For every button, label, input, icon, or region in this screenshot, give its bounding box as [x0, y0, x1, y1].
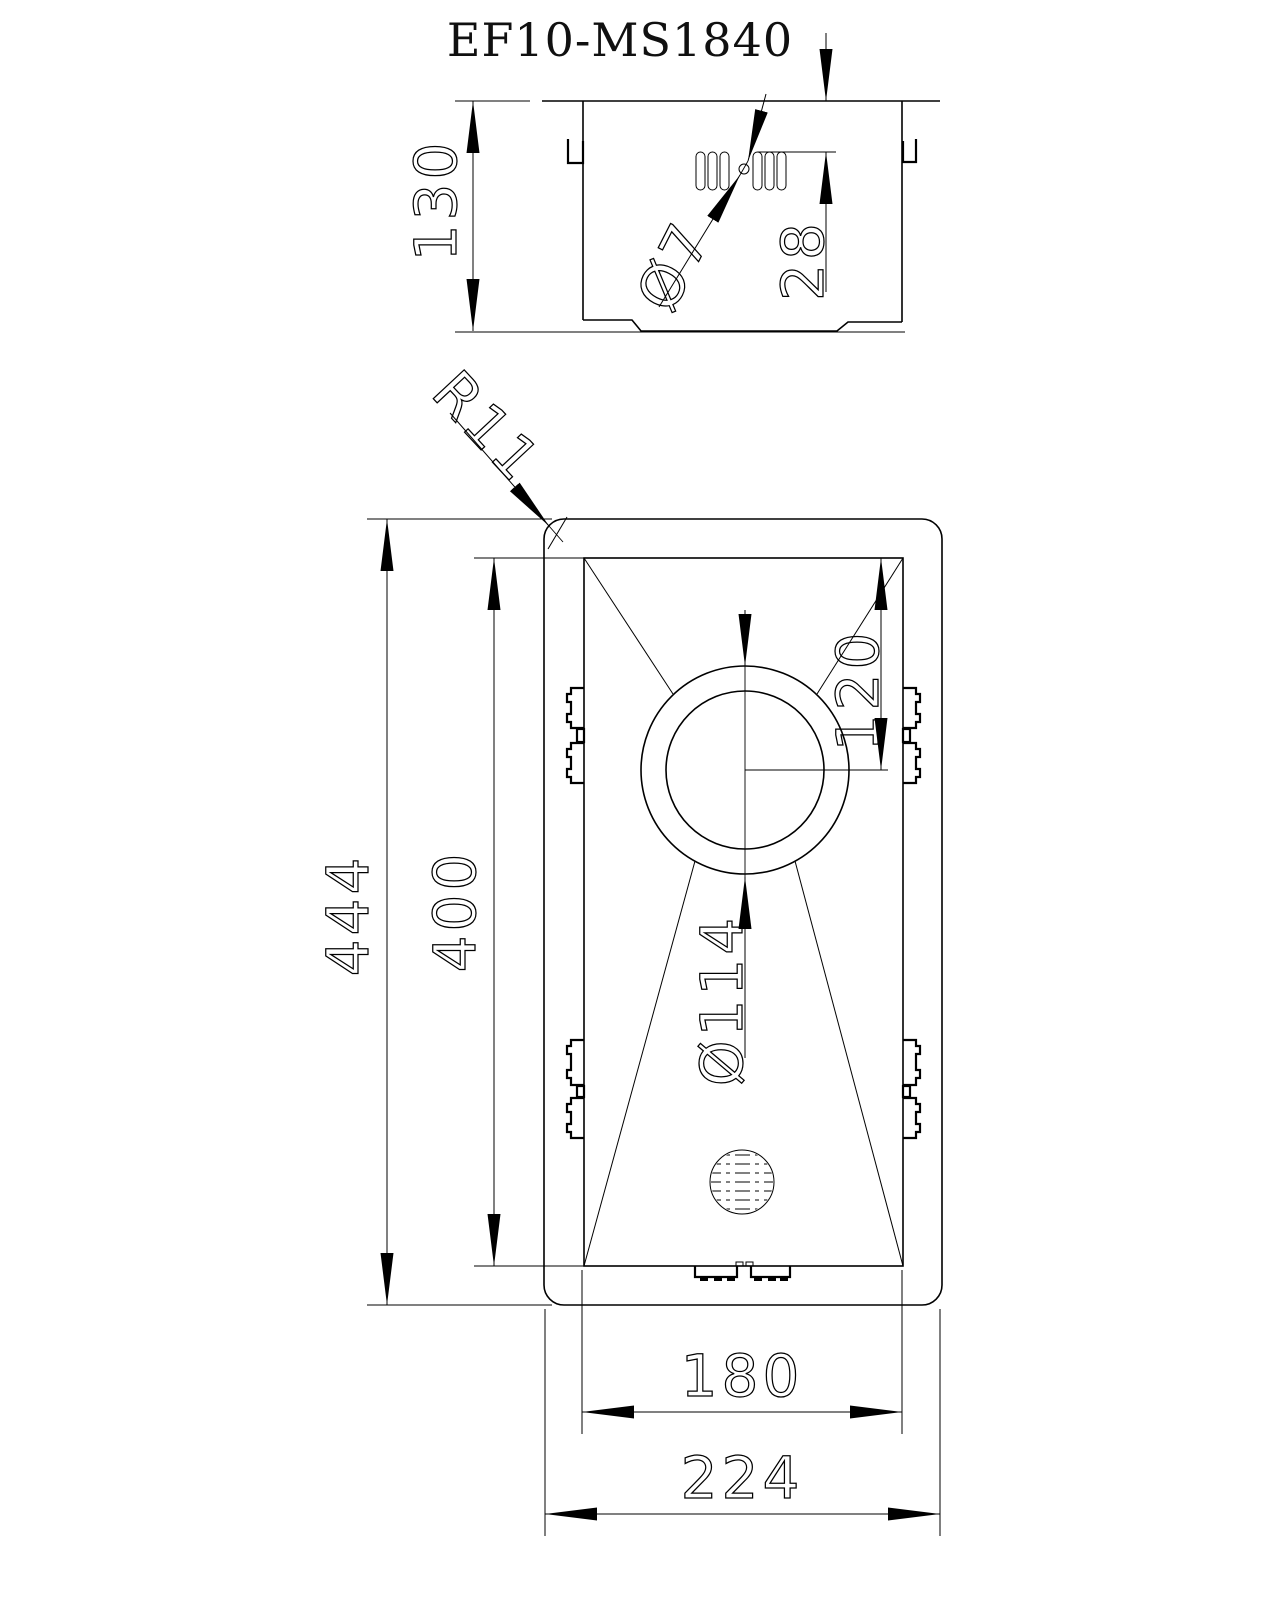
overflow-hole-dia-label: Ø7 [623, 210, 725, 322]
overflow-slots [696, 152, 786, 190]
dim-120-group [824, 629, 892, 752]
outer-width-dim-label: 224 [680, 1444, 804, 1512]
overflow-hole [739, 164, 749, 174]
right-mount-hook [903, 139, 916, 162]
height-dim-label: 130 [402, 138, 470, 262]
bottom-clip-right [751, 1266, 790, 1277]
mounting-clip [567, 743, 584, 783]
inner-width-dim-label: 180 [680, 1342, 804, 1410]
mounting-clip [567, 688, 584, 728]
dim-130-group [402, 139, 470, 262]
clip-tab [577, 1086, 584, 1097]
dia7-label-group [623, 210, 725, 322]
drain-dia-label: Ø114 [688, 913, 756, 1087]
mounting-clip [903, 743, 920, 783]
mounting-clip [903, 688, 920, 728]
left-mount-hook [568, 139, 583, 163]
mounting-clip [903, 1040, 920, 1085]
side-view [402, 33, 940, 332]
drawing-title: EF10-MS1840 [446, 13, 794, 67]
dim-444-group [314, 854, 382, 977]
taper-line-tl [584, 558, 673, 694]
clip-tab [903, 1086, 910, 1097]
dia114-group [688, 914, 756, 1086]
overflow-offset-dim-label: 28 [769, 219, 837, 301]
r11-corner-tick [548, 517, 567, 549]
bottom-clips [695, 1262, 790, 1281]
clip-tab [577, 729, 584, 742]
taper-line-br [795, 861, 903, 1266]
clip-tab [903, 729, 910, 742]
taper-line-bl [584, 861, 695, 1266]
plan-view [314, 358, 942, 1536]
r11-group [419, 358, 555, 497]
bottom-clip-left [695, 1266, 737, 1277]
dia7-leader-upper [748, 94, 766, 161]
corner-radius-label: R11 [419, 357, 555, 497]
outer-length-dim-label: 444 [314, 853, 382, 977]
mounting-clip [903, 1098, 920, 1138]
dim-28-group [769, 219, 837, 301]
bowl-bottom-profile [583, 320, 902, 331]
inner-length-dim-label: 400 [421, 849, 489, 973]
drain-offset-dim-label: 120 [824, 628, 892, 752]
drain-knockout [706, 1150, 778, 1214]
mounting-clip [567, 1040, 584, 1085]
dim-400-group [421, 850, 489, 973]
r11-leader-ext [549, 526, 563, 542]
mounting-clip [567, 1098, 584, 1138]
